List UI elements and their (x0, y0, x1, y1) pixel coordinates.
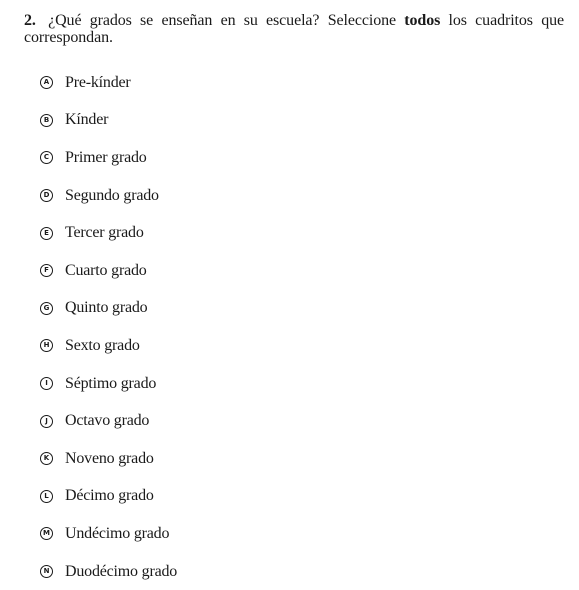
answer-bubble-icon[interactable]: K (40, 452, 53, 465)
option-label: Sexto grado (65, 336, 140, 354)
option-label: Segundo grado (65, 186, 159, 204)
option-cuarto-grado[interactable] (40, 252, 177, 290)
answer-bubble-icon[interactable]: L (40, 490, 53, 503)
option-decimo-grado[interactable] (40, 478, 177, 516)
answer-bubble-icon[interactable]: I (40, 377, 53, 390)
option-sexto-grado[interactable] (40, 327, 177, 365)
option-label: Kínder (65, 111, 109, 129)
option-label: Tercer grado (65, 224, 144, 242)
option-label: Noveno grado (65, 449, 154, 467)
option-primer-grado[interactable] (40, 139, 177, 177)
option-octavo-grado[interactable] (40, 402, 177, 440)
option-label: Décimo grado (65, 487, 154, 505)
option-pre-kinder[interactable] (40, 64, 177, 102)
option-segundo-grado[interactable] (40, 177, 177, 215)
option-duodecimo-grado[interactable] (40, 553, 177, 590)
option-quinto-grado[interactable] (40, 290, 177, 328)
answer-bubble-icon[interactable]: J (40, 415, 53, 428)
question-number: 2. (24, 12, 36, 29)
answer-bubble-icon[interactable]: H (40, 339, 53, 352)
question-text-emphasis: todos (404, 12, 441, 29)
option-tercer-grado[interactable] (40, 214, 177, 252)
answer-options-list (40, 64, 177, 590)
option-label: Pre-kínder (65, 73, 131, 91)
option-label: Primer grado (65, 148, 147, 166)
answer-bubble-icon[interactable]: A (40, 76, 53, 89)
answer-bubble-icon[interactable]: G (40, 302, 53, 315)
option-kinder[interactable] (40, 102, 177, 140)
option-label: Undécimo grado (65, 524, 170, 542)
answer-bubble-icon[interactable]: N (40, 565, 53, 578)
option-label: Octavo grado (65, 412, 150, 430)
answer-bubble-icon[interactable]: B (40, 114, 53, 127)
option-label: Cuarto grado (65, 261, 147, 279)
option-label: Quinto grado (65, 299, 148, 317)
answer-bubble-icon[interactable]: D (40, 189, 53, 202)
option-noveno-grado[interactable] (40, 440, 177, 478)
option-label: Séptimo grado (65, 374, 157, 392)
answer-bubble-icon[interactable]: M (40, 527, 53, 540)
option-undecimo-grado[interactable] (40, 515, 177, 553)
question-text (24, 12, 564, 46)
option-septimo-grado[interactable] (40, 365, 177, 403)
answer-bubble-icon[interactable]: F (40, 264, 53, 277)
answer-bubble-icon[interactable]: E (40, 227, 53, 240)
answer-bubble-icon[interactable]: C (40, 151, 53, 164)
question-text-after: los cuadritos que correspondan. (24, 12, 564, 46)
option-label: Duodécimo grado (65, 562, 178, 580)
question-text-before: ¿Qué grados se enseñan en su escuela? Seleccione (48, 12, 405, 29)
